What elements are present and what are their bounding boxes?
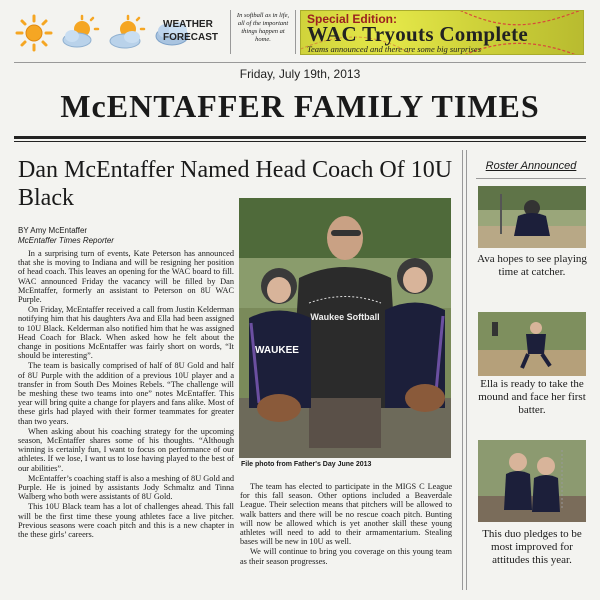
special-edition-banner [300,10,584,55]
article-column-left [18,249,234,540]
article-paragraph: On Friday, McEntaffer received a call from Justin Kelderman notifying him that his daughters Ava and Ella had been assigned to 10U Black. Kelderman also notified him that he was assigned Head Coach for Black. When asked how he felt about the change in positions McEntaffer was fairly short on words, “It should be interesting”. [18,305,234,361]
article-paragraph: McEntaffer’s coaching staff is also a meshing of 8U Gold and Purple. He is joined by assistants Jody Schmaltz and Tinna Walberg who both were assistants of 8U Gold. [18,473,234,502]
masthead-title: McENTAFFER FAMILY TIMES [60,88,540,124]
column-divider [466,150,467,590]
article-paragraph: This 10U Black team has a lot of challenges ahead. This fall will be the first time these young athletes face a live pitcher. Previous seasons were coach pitch and this is a new chapter in the these girls’ careers. [18,502,234,540]
divider [14,141,586,142]
article-paragraph: The team is basically comprised of half of 8U Gold and half of 8U Purple with the addition of a previous 10U player and a transfer in from South Des Moines Rebels. “The challenge will be meshing these two teams into one” notes McEntaffer. This year will bring quite a change for players and fans alike. Most of these girls had played with their former teammates for greater than two years. [18,361,234,426]
divider [476,178,586,179]
partly-cloudy-icon [106,14,146,52]
jersey-text: WAUKEE [255,345,299,356]
article-paragraph: We will continue to bring you coverage on this young team as their season progresses. [240,547,452,566]
sidebar-caption: This duo pledges to be most improved for attitudes this year. [482,528,582,566]
article-headline: Dan McEntaffer Named Head Coach Of 10U Black [18,157,453,211]
article-photo [239,198,451,458]
quote-box: In softball as in life, all of the important things happen at home. [230,10,296,54]
byline [18,226,114,246]
divider [14,136,586,139]
byline-author: BY Amy McEntaffer [18,226,88,235]
photo-caption: File photo from Father's Day June 2013 [241,461,372,468]
partly-cloudy-icon [60,14,100,52]
special-edition-subtitle: Teams announced and there are some big surprises [307,44,482,54]
special-edition-title: WAC Tryouts Complete [307,22,529,46]
sidebar-photo-ava [478,186,586,248]
sidebar-photo-duo [478,440,586,522]
issue-date: Friday, July 19th, 2013 [239,67,361,81]
special-edition-label: Special Edition: [307,12,398,26]
article-paragraph: In a surprising turn of events, Kate Peterson has announced that she is moving to Indiana and will be resigning her position of head coach. This leaves an opening for the WAC board to fill. WAC announced Friday the vacancy will be filled by Dan McEntaffer, formerly an assistant to Peterson on 8U WAC Purple. [18,249,234,305]
weather-forecast-label: WEATHER FORECAST [163,19,218,43]
sidebar-caption: Ava hopes to see playing time at catcher. [477,253,587,278]
sun-icon [14,14,54,52]
article-paragraph: The team has elected to participate in the MIGS C League for this fall season. Other options included a Beaverdale League. Their selection means that pitchers will be allowed to walk batters and there will be no rescue coach pitch. Bunting will now be allowed which is yet another skill these young athletes will need to add to their armamentarium. Stealing bases will be new in 10U as well. [240,482,452,547]
column-divider [462,150,463,590]
shirt-text: Waukee Softball [310,312,380,322]
divider [14,62,586,63]
sidebar-title: Roster Announced [485,160,577,172]
sidebar-photo-ella [478,312,586,376]
article-paragraph: When asking about his coaching strategy for the upcoming season, McEntaffer shares some of his thoughts. “Although winning is certainly fun, I want to focus on performance of our athletes. If we lose, I want us to lose having played to the best of our abilities”. [18,426,234,473]
sidebar-caption: Ella is ready to take the mound and face her first batter. [478,378,586,416]
byline-role: McEntaffer Times Reporter [18,236,114,245]
article-column-right [240,482,452,567]
